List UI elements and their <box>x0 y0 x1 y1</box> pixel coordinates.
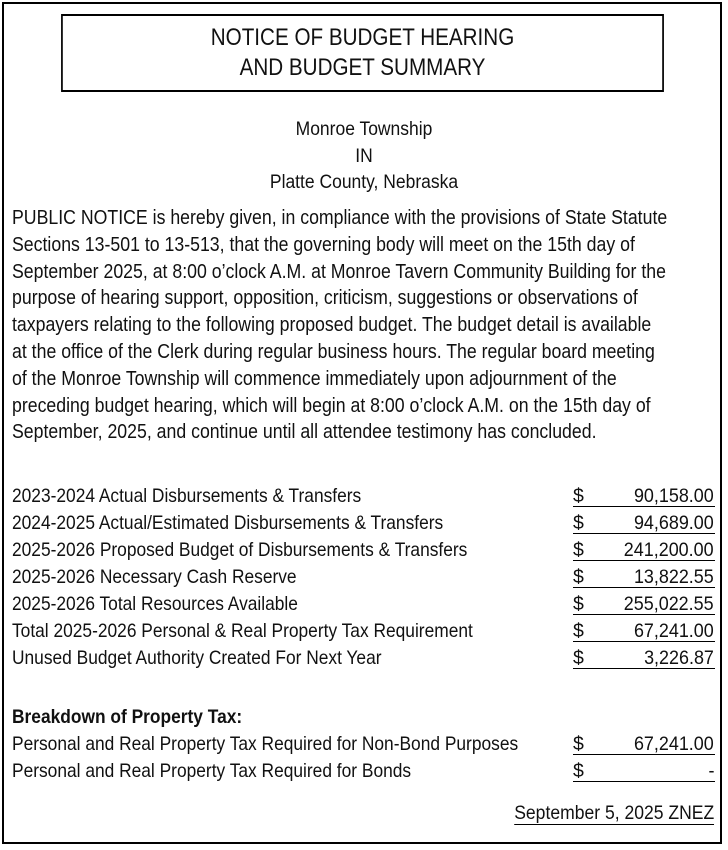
breakdown-label: Personal and Real Property Tax Required for Bonds <box>12 760 412 782</box>
public-notice-paragraph <box>12 205 711 446</box>
amount-cell <box>573 483 715 507</box>
notice-line: PUBLIC NOTICE is hereby given, in compliance with the provisions of State Statute <box>12 207 668 229</box>
amount-cell <box>573 618 715 642</box>
notice-line: September 2025, at 8:00 o’clock A.M. at Monroe Tavern Community Building for the <box>12 260 666 283</box>
summary-amount: 67,241.00 <box>634 620 714 642</box>
notice-line: Sections 13-501 to 13-513, that the governing body will meet on the 15th day of <box>12 233 635 256</box>
breakdown-title: Breakdown of Property Tax: <box>12 706 243 728</box>
summary-label: 2025-2026 Necessary Cash Reserve <box>12 566 297 588</box>
summary-row <box>12 510 714 537</box>
entity-header <box>0 117 728 197</box>
notice-title-box <box>61 14 664 92</box>
amount-cell <box>573 645 715 669</box>
dollar-sign: $ <box>573 760 584 782</box>
summary-row <box>12 591 714 618</box>
dollar-sign: $ <box>573 593 584 615</box>
amount-cell <box>573 591 715 615</box>
entity-county: Platte County, Nebraska <box>269 172 459 193</box>
summary-amount: 94,689.00 <box>634 512 714 534</box>
summary-amount: 3,226.87 <box>644 647 714 669</box>
amount-cell <box>573 731 715 755</box>
dollar-sign: $ <box>573 733 584 755</box>
summary-label: Total 2025-2026 Personal & Real Property Tax Requirement <box>12 620 473 642</box>
entity-in: IN <box>355 145 373 167</box>
summary-label: 2024-2025 Actual/Estimated Disbursements & Transfers <box>12 512 444 534</box>
summary-row <box>12 645 714 672</box>
notice-line: purpose of hearing support, opposition, criticism, suggestions or observations of <box>12 287 638 310</box>
amount-cell <box>573 510 715 534</box>
summary-label: 2025-2026 Total Resources Available <box>12 593 298 615</box>
summary-amount: 255,022.55 <box>624 593 714 615</box>
summary-row <box>12 483 714 510</box>
summary-label: Unused Budget Authority Created For Next Year <box>12 647 382 669</box>
summary-row <box>12 537 714 564</box>
dollar-sign: $ <box>573 512 584 534</box>
amount-cell <box>573 758 715 782</box>
notice-line: September, 2025, and continue until all attendee testimony has concluded. <box>12 421 597 444</box>
notice-line: taxpayers relating to the following proposed budget. The budget detail is available <box>12 314 652 337</box>
breakdown-amount: - <box>708 760 714 782</box>
amount-cell <box>573 537 715 561</box>
title-line-2: AND BUDGET SUMMARY <box>239 54 486 81</box>
breakdown-amount: 67,241.00 <box>634 733 714 755</box>
amount-cell <box>573 564 715 588</box>
dollar-sign: $ <box>573 620 584 642</box>
summary-label: 2023-2024 Actual Disbursements & Transfers <box>12 485 362 507</box>
dollar-sign: $ <box>573 647 584 669</box>
breakdown-row <box>12 731 714 758</box>
summary-amount: 90,158.00 <box>634 485 714 507</box>
summary-amount: 241,200.00 <box>624 539 714 561</box>
entity-name: Monroe Township <box>295 119 433 140</box>
signature-text: September 5, 2025 ZNEZ <box>514 802 714 824</box>
dollar-sign: $ <box>573 566 584 588</box>
breakdown-row <box>12 758 714 785</box>
notice-line: of the Monroe Township will commence immediately upon adjournment of the <box>12 367 617 390</box>
title-line-1: NOTICE OF BUDGET HEARING <box>210 24 515 51</box>
summary-amount: 13,822.55 <box>634 566 714 588</box>
dollar-sign: $ <box>573 485 584 507</box>
breakdown-label: Personal and Real Property Tax Required for Non-Bond Purposes <box>12 733 519 755</box>
publication-signature <box>514 800 714 827</box>
summary-row <box>12 564 714 591</box>
dollar-sign: $ <box>573 539 584 561</box>
notice-line: at the office of the Clerk during regular business hours. The regular board meeting <box>12 340 655 363</box>
summary-label: 2025-2026 Proposed Budget of Disbursements & Transfers <box>12 539 468 561</box>
notice-line: preceding budget hearing, which will begin at 8:00 o’clock A.M. on the 15th day of <box>12 394 651 417</box>
summary-row <box>12 618 714 645</box>
